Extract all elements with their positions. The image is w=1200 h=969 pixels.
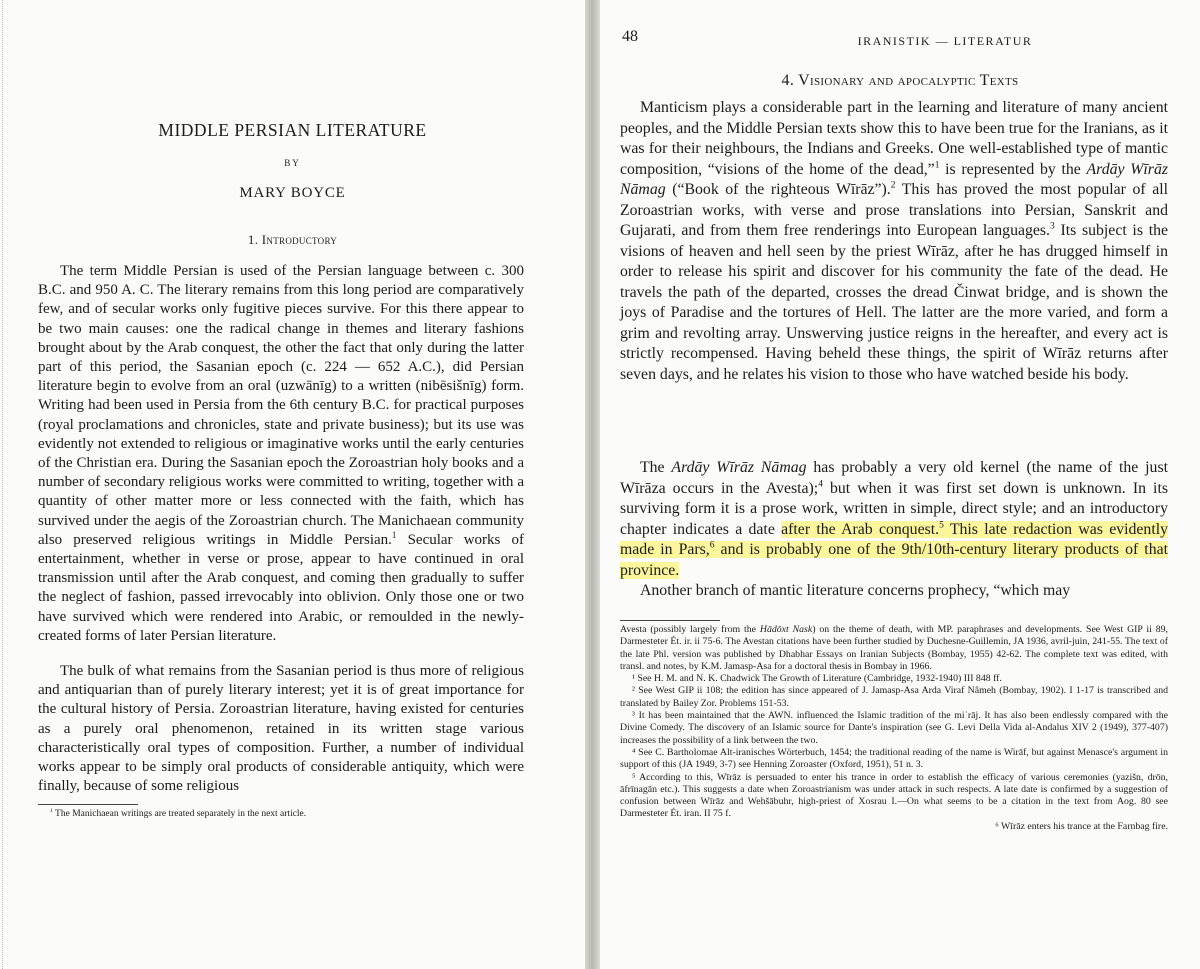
footnote-continuation: [620, 624, 1168, 673]
author-name: MARY BOYCE: [239, 185, 346, 201]
text-run: Manticism plays a considerable part in the learning and literature of many ancient peoples, and the Middle Persian texts show this to have been true for the Iranians, as it was for their neighbours, the Indians and Greeks. One well-established type of mantic composition, “visions of the home of the dead,”: [620, 99, 1168, 178]
footnote-5: ⁵ According to this, Wīrāz is persuaded to enter his trance in order to establish the efficacy of various ceremonies (yazišn, drōn, āfrīnagān etc.). This suggests a date when Zoroastrianism was under attack in such respects. A late date is confirmed by a suggestion of confusion between Wīrāz and Wehšābuhr, high-priest of Xosrau I.—On what seems to be a citation in the text from Aog. 80 see Darmesteter Ét. iran. II 75 f.: [620, 771, 1168, 820]
running-head: IRANISTIK — LITERATUR: [857, 34, 1033, 48]
text-run: but when it was first set down is unknown. In its surviving form it is a prose work, written in simple, direct style; and an introductory chapter indicates a date: [620, 479, 1168, 538]
left-page: [0, 0, 585, 969]
work-title: Ardāy Wīrāz Nāmag: [620, 160, 1168, 198]
footnote-ref-5: 5: [939, 520, 944, 531]
text-run: This has proved the most popular of all Zoroastrian works, with verse and prose translations into Persian, Sanskrit and Gujarati, and from them free renderings into European languages.: [620, 181, 1168, 239]
footnote-4: ⁴ See C. Bartholomae Alt-iranisches Wörterbuch, 1454; the traditional reading of the name is Wirāf, but against Menasce's argument in support of this (JA 1949, 3-7) see Henning Zoroaster (Oxford, 1951), 51 n. 3.: [620, 746, 1168, 771]
paragraph-visionary-3: Another branch of mantic literature concerns prophecy, “which may: [640, 582, 1071, 599]
article-title: MIDDLE PERSIAN LITERATURE: [158, 120, 427, 140]
footnote-2: ² See West GIP ii 108; the edition has since appeared of J. Jamasp-Asa Arda Viraf Nâmeh (Bombay, 1902). I 1-17 is transcribed and translated by Bailey Zor. Problems 151-53.: [620, 685, 1168, 709]
text-run: ) on the theme of death, with MP. paraphrases and developments. See West GIP ii 89, Darmesteter Ét. ir. ii 75-6. The Avestan citations have been further studied by Duchesne-Guillemin, JA 1936, avril-juin, 241-55. The text of the late Phl. version was published by Dhabhar Essays on Iranian Subjects (Bombay, 1955) 42-62. The complete text was edited, with transl. and notes, by K.M. Jamasp-Asa for a doctoral thesis in Bombay in 1966.: [620, 624, 1168, 672]
text-run: The: [640, 459, 672, 476]
footnote-ref-2: 2: [890, 180, 896, 191]
section-heading-visionary: 4. Visionary and apocalyptic Texts: [781, 72, 1019, 89]
text-run: Avesta (possibly largely from the: [620, 624, 760, 635]
text-run: Its subject is the visions of heaven and hell seen by the priest Wīrāz, after he has drugged himself in order to release his spirit and discover for his community the fate of the dead. He travels the path of the departed, crosses the dread Činwat bridge, and is shown the joys of Paradise and the tortures of Hell. The latter are the more varied, and form a grim and revolting array. Unswerving justice reigns in the hereafter, and every act is strictly recompensed. Having beheld these things, the spirit of Wīrāz returns after seven days, and he relates his vision to those who have watched beside his body.: [620, 222, 1168, 383]
footnote-ref-3: 3: [1050, 221, 1055, 232]
section-heading-introductory: 1. Introductory: [247, 232, 338, 247]
paragraph-introductory-1: [38, 262, 524, 646]
footnote-3: ³ It has been maintained that the AWN. influenced the Islamic tradition of the miʿrāj. It has also been endlessly compared with the Divine Comedy. The discovery of an Islamic source for Dante's inspiration (see G. Levi Della Vida al-Andalus XIV 2 (1949), 377-407) increases the possibility of a link between the two.: [620, 710, 1168, 746]
highlight-run: This late redaction was evidently made in Pars,: [620, 520, 1169, 558]
paragraph-introductory-2: The bulk of what remains from the Sasanian period is thus more of religious and antiquarian than of purely literary interest; yet it is of great importance for the cultural history of Persia. Zoroastrian literature, having existed for centuries as a purely oral phenomenon, retained in its written stage various characteristically oral types of composition. Further, a number of individual works appear to be simply oral products of considerable antiquity, which were finally, because of some religious: [38, 663, 524, 795]
footnote-ref-1: 1: [391, 529, 397, 540]
footnote-1: ¹ See H. M. and N. K. Chadwick The Growth of Literature (Cambridge, 1932-1940) III 848 ff.: [632, 673, 1002, 685]
footnote-ref-1: 1: [934, 160, 940, 171]
text-run: is represented by the: [939, 160, 1087, 178]
paragraph-visionary-1: [620, 98, 1168, 385]
right-page: [600, 0, 1200, 969]
footnote-1: [38, 808, 524, 820]
page-number: 48: [622, 28, 638, 45]
text-run: The term Middle Persian is used of the Persian language between c. 300 B.C. and 950 A. C. The literary remains from this long period are comparatively few, and of secular works only fugitive pieces survive. For this there appear to be two main causes: one the radical change in themes and literary fashions brought about by the Arab conquest, the other the fact that only during the latter part of this period, the Sasanian epoch (c. 224 — 652 A.C.), did Persian literature begin to evolve from an oral (uzwānīg) to a written (nibēsišnīg) form. Writing had been used in Persia from the 6th century B.C. for practical purposes (royal proclamations and chronicles, state and private business); but its use was evidently not extended to religious or imaginative works until the early centuries of the Christian era. During the Sasanian epoch the Zoroastrian holy books and a number of secondary religious works were committed to writing, together with a quantity of other matter more or less connected with the faith, which has survived under the aegis of the Zoroastrian church. The Manichaean community also preserved religious writings in Middle Persian.: [38, 263, 524, 548]
footnote-ref-6: 6: [709, 540, 715, 551]
footnote-ref-4: 4: [818, 479, 823, 490]
text-run: has probably a very old kernel (the name of the just Wīrāza occurs in the Avesta);: [620, 459, 1168, 497]
byline-label: BY: [284, 158, 301, 168]
footnote-rule: [620, 620, 720, 621]
footnote-text: The Manichaean writings are treated separately in the next article.: [52, 809, 307, 819]
highlight-run: and is probably one of the 9th/10th-century literary products of that province.: [620, 541, 1168, 579]
footnote-rule: [38, 804, 138, 805]
footnotes: [620, 624, 1168, 833]
footnote-6: ⁶ Wīrāz enters his trance at the Farnbag fire.: [995, 820, 1168, 832]
work-title: Ardāy Wīrāz Nāmag: [671, 459, 807, 476]
book-gutter: [585, 0, 600, 969]
highlight-run: after the Arab conquest.: [781, 520, 940, 538]
footnote-number: 1: [50, 807, 53, 814]
text-run: Secular works of entertainment, whether in verse or prose, appear to have continued in oral transmission until after the Arab conquest, and coming then gradually to suffer the neglect of fashion, passed irrevocably into oblivion. Only those one or two have survived which were rendered into Arabic, or remoulded in the newly-created forms of later Persian literature.: [38, 531, 525, 644]
work-title: Hādōxt Nask: [759, 624, 813, 635]
paragraphs-visionary-2-3: [620, 458, 1168, 602]
paragraph-visionary-2: [620, 458, 1168, 581]
scan-edge: [2, 0, 6, 969]
text-run: (“Book of the righteous Wīrāz”).: [665, 181, 891, 198]
